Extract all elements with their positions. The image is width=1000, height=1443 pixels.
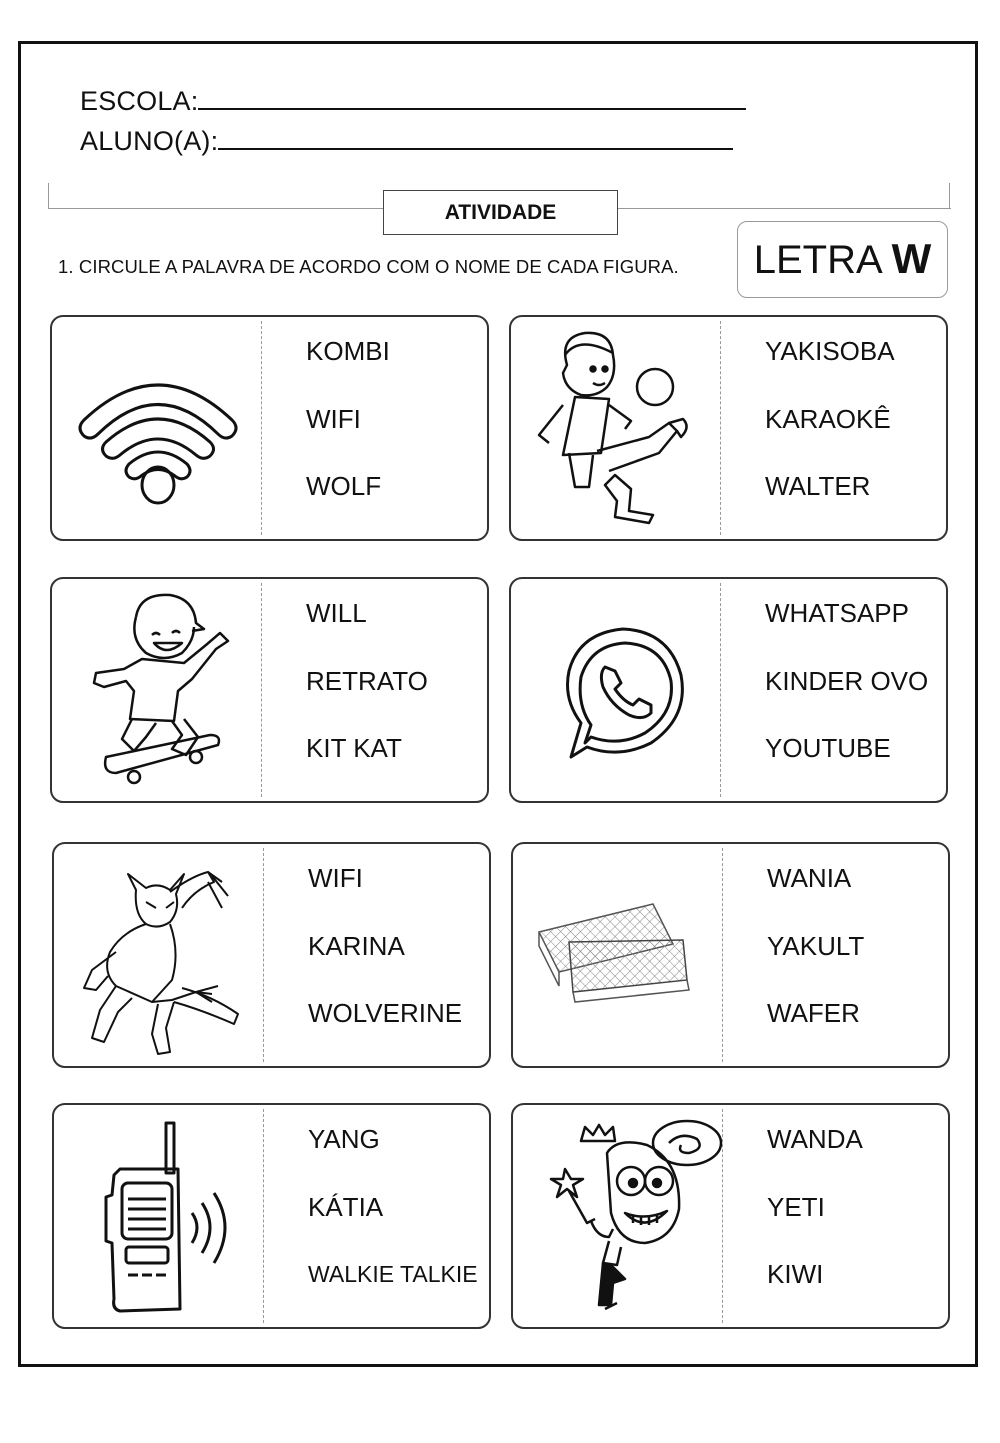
word-option[interactable]: WHATSAPP (765, 598, 909, 628)
word-options (767, 860, 864, 1063)
word-option[interactable]: KIT KAT (306, 733, 402, 763)
word-option[interactable]: KINDER OVO (765, 665, 929, 696)
card-wolverine (52, 842, 491, 1068)
activity-title: ATIVIDADE (383, 190, 618, 235)
word-option[interactable]: WANIA (767, 863, 852, 893)
student-blank-line[interactable] (218, 124, 733, 150)
card-divider (261, 321, 262, 535)
word-option[interactable]: WALKIE TALKIE (308, 1261, 478, 1287)
word-option[interactable]: WAFER (767, 998, 860, 1028)
word-option[interactable]: YOUTUBE (765, 733, 891, 763)
card-will (50, 577, 489, 803)
card-walter (509, 315, 948, 541)
student-field (80, 124, 733, 157)
word-option[interactable]: WOLF (306, 471, 382, 501)
boy-kicking-ball-icon (519, 325, 714, 531)
letter-badge (737, 221, 948, 298)
word-option[interactable]: KOMBI (306, 336, 390, 366)
letter-badge-label: LETRA (753, 238, 881, 282)
word-options (765, 595, 928, 798)
divider-tick-left (48, 183, 49, 209)
card-divider (263, 1109, 264, 1323)
word-option[interactable]: WANDA (767, 1124, 863, 1154)
word-options (306, 333, 390, 536)
card-divider (720, 321, 721, 535)
card-walkie-talkie (52, 1103, 491, 1329)
word-option[interactable]: YANG (308, 1124, 380, 1154)
word-options (765, 333, 895, 536)
card-divider (261, 583, 262, 797)
card-wanda (511, 1103, 950, 1329)
student-label: ALUNO(A): (80, 126, 219, 156)
word-option[interactable]: YAKULT (767, 930, 865, 961)
word-options (767, 1121, 863, 1324)
card-wafer (511, 842, 950, 1068)
boy-skateboarding-icon (60, 587, 255, 793)
word-option[interactable]: YETI (767, 1191, 825, 1222)
wifi-icon (60, 325, 255, 531)
card-divider (722, 1109, 723, 1323)
card-wifi (50, 315, 489, 541)
word-option[interactable]: WIFI (306, 403, 361, 434)
school-field (80, 84, 746, 117)
walkie-talkie-icon (62, 1113, 257, 1319)
word-options (308, 860, 462, 1063)
word-option[interactable]: WILL (306, 598, 367, 628)
word-option[interactable]: WIFI (308, 863, 363, 893)
word-option[interactable]: WOLVERINE (308, 998, 463, 1028)
card-divider (720, 583, 721, 797)
letter-badge-letter: W (891, 235, 932, 282)
word-options (308, 1121, 478, 1324)
word-option[interactable]: KIWI (767, 1259, 824, 1289)
card-whatsapp (509, 577, 948, 803)
card-divider (263, 848, 264, 1062)
wafer-icon (521, 852, 716, 1058)
word-option[interactable]: RETRATO (306, 665, 428, 696)
wolverine-icon (62, 852, 257, 1058)
school-label: ESCOLA: (80, 86, 199, 116)
whatsapp-icon (519, 587, 714, 793)
instruction-text: 1. CIRCULE A PALAVRA DE ACORDO COM O NOME DE CADA FIGURA. (58, 256, 679, 277)
word-option[interactable]: KARINA (308, 930, 405, 961)
wanda-fairy-icon (521, 1113, 716, 1319)
word-options (306, 595, 428, 798)
word-option[interactable]: KÁTIA (308, 1191, 384, 1222)
word-option[interactable]: YAKISOBA (765, 336, 895, 366)
word-option[interactable]: WALTER (765, 471, 871, 501)
card-divider (722, 848, 723, 1062)
word-option[interactable]: KARAOKÊ (765, 403, 891, 434)
school-blank-line[interactable] (198, 84, 746, 110)
divider-tick-right (949, 183, 950, 209)
